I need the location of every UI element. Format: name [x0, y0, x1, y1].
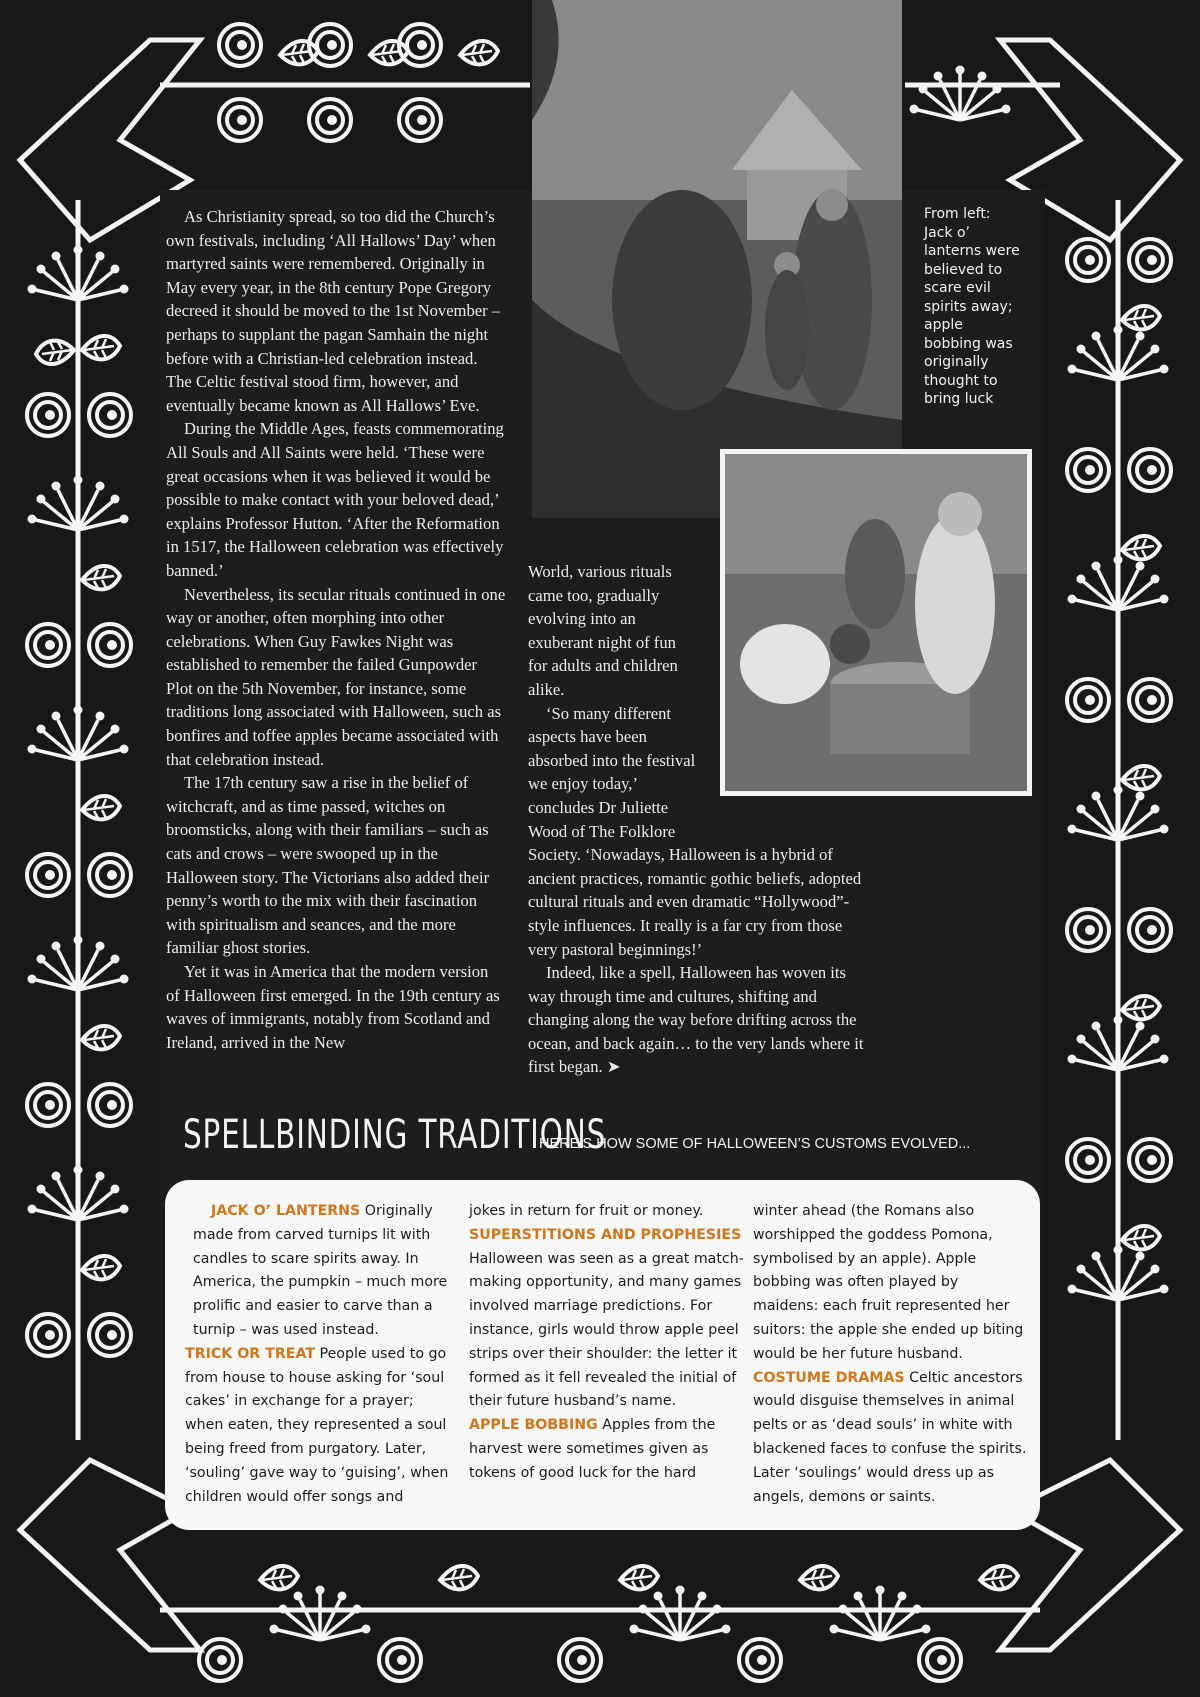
paragraph: As Christianity spread, so too did the Church’s own festivals, including ‘All Hallows’ Day’ when martyred saints were remembered. Originally in May every year, in the 8th century Pope Gregory decreed it should be moved to the 1st November – perhaps to supplant the pagan Samhain the night before with a Christian-led celebration instead. The Celtic festival stood firm, however, and eventually became known as All Hallows’ Eve. [166, 207, 501, 415]
article-column-left [166, 205, 506, 1054]
article-column-right [528, 560, 873, 1079]
tradition-heading: COSTUME DRAMAS [753, 1369, 905, 1386]
tradition-text: jokes in return for fruit or money. [469, 1203, 704, 1219]
tradition-heading: APPLE BOBBING [469, 1417, 598, 1434]
traditions-column-2 [469, 1200, 749, 1486]
paragraph: Society. ‘Nowadays, Halloween is a hybrid of ancient practices, romantic gothic beliefs, adopted cultural rituals and even dramatic “Hollywood”-style influences. It really is a far cry from those very pastoral beginnings!’ [528, 845, 862, 959]
tradition-heading: JACK O’ LANTERNS [211, 1203, 361, 1219]
engraving-jack-o-lanterns-image [532, 0, 902, 518]
tradition-text: Celtic ancestors would disguise themselves in animal pelts or as ‘dead souls’ in white with blackened faces to confuse the spirits. Later ‘soulings’ would dress up as angels, demons or saints. [753, 1369, 1027, 1505]
section-title: SPELLBINDING TRADITIONS [183, 1112, 607, 1158]
paragraph: Yet it was in America that the modern version of Halloween first emerged. In the 19th century as waves of immigrants, notably from Scotland and Ireland, arrived in the New [166, 962, 500, 1052]
paragraph: Nevertheless, its secular rituals continued in one way or another, often morphing into other celebrations. When Guy Fawkes Night was established to remember the failed Gunpowder Plot on the 5th November, for instance, some traditions long associated with Halloween, such as bonfires and toffee apples became associated with that celebration instead. [166, 584, 506, 769]
paragraph: The 17th century saw a rise in the belief of witchcraft, and as time passed, witches on broomsticks, along with their familiars – such as cats and crows – were swooped up in the Halloween story. The Victorians also added their penny’s worth to the mix with their fascination with spiritualism and seances, and the more familiar ghost stories. [166, 773, 490, 958]
tradition-text: People used to go from house to house asking for ‘soul cakes’ in exchange for a prayer; when eaten, they represented a soul being freed from purgatory. Later, ‘souling’ gave way to ‘guising’, when children would offer songs and [185, 1345, 449, 1505]
photo-caption: From left: Jack o’ lanterns were believed to scare evil spirits away; apple bobbing was originally thought to bring luck [924, 206, 1020, 407]
tradition-text: Originally made from carved turnips lit with candles to scare spirits away. In America, the pumpkin – much more prolific and easier to carve than a turnip – was used instead. [193, 1203, 448, 1338]
traditions-column-1 [185, 1200, 455, 1509]
paragraph: World, various rituals came too, gradually evolving into an exuberant night of fun for adults and children alike. [528, 562, 678, 699]
tradition-apple-bobbing [469, 1414, 749, 1485]
tradition-text: Apples from the harvest were sometimes given as tokens of good luck for the hard [469, 1417, 716, 1481]
tradition-jack-o-lanterns [185, 1200, 455, 1343]
tradition-heading: TRICK OR TREAT [185, 1345, 316, 1362]
tradition-costume-dramas [753, 1367, 1028, 1510]
section-subtitle: HERE’S HOW SOME OF HALLOWEEN’S CUSTOMS EVOLVED... [539, 1136, 971, 1152]
engraving-illustration [532, 0, 902, 518]
tradition-trick-or-treat [185, 1343, 455, 1510]
paragraph: ‘So many different aspects have been absorbed into the festival we enjoy today,’ concludes Dr Juliette Wood of The Folklore [528, 703, 696, 841]
tradition-heading: SUPERSTITIONS AND PROPHESIES [469, 1226, 742, 1243]
traditions-column-3 [753, 1200, 1028, 1509]
tradition-text: Halloween was seen as a great match-making opportunity, and many games involved marriage predictions. For instance, girls would throw apple peel strips over their shoulder: the letter it formed as it fell revealed the initial of their future husband’s name. [469, 1250, 744, 1410]
tradition-text: winter ahead (the Romans also worshipped the goddess Pomona, symbolised by an apple). Apple bobbing was often played by maidens: each fruit represented her suitors: the apple she ended up biting would be her future husband. [753, 1203, 1024, 1362]
paragraph: During the Middle Ages, feasts commemorating All Souls and All Saints were held. ‘These were great occasions when it was believed it would be possible to make contact with your beloved dead,’ explains Professor Hutton. ‘After the Reformation in 1517, the Halloween celebration was effectively banned.’ [166, 419, 504, 580]
paragraph: Indeed, like a spell, Halloween has woven its way through time and cultures, shifting and changing along the way before drifting across the ocean, and back again… to the very lands where it first began. ➤ [528, 963, 864, 1077]
